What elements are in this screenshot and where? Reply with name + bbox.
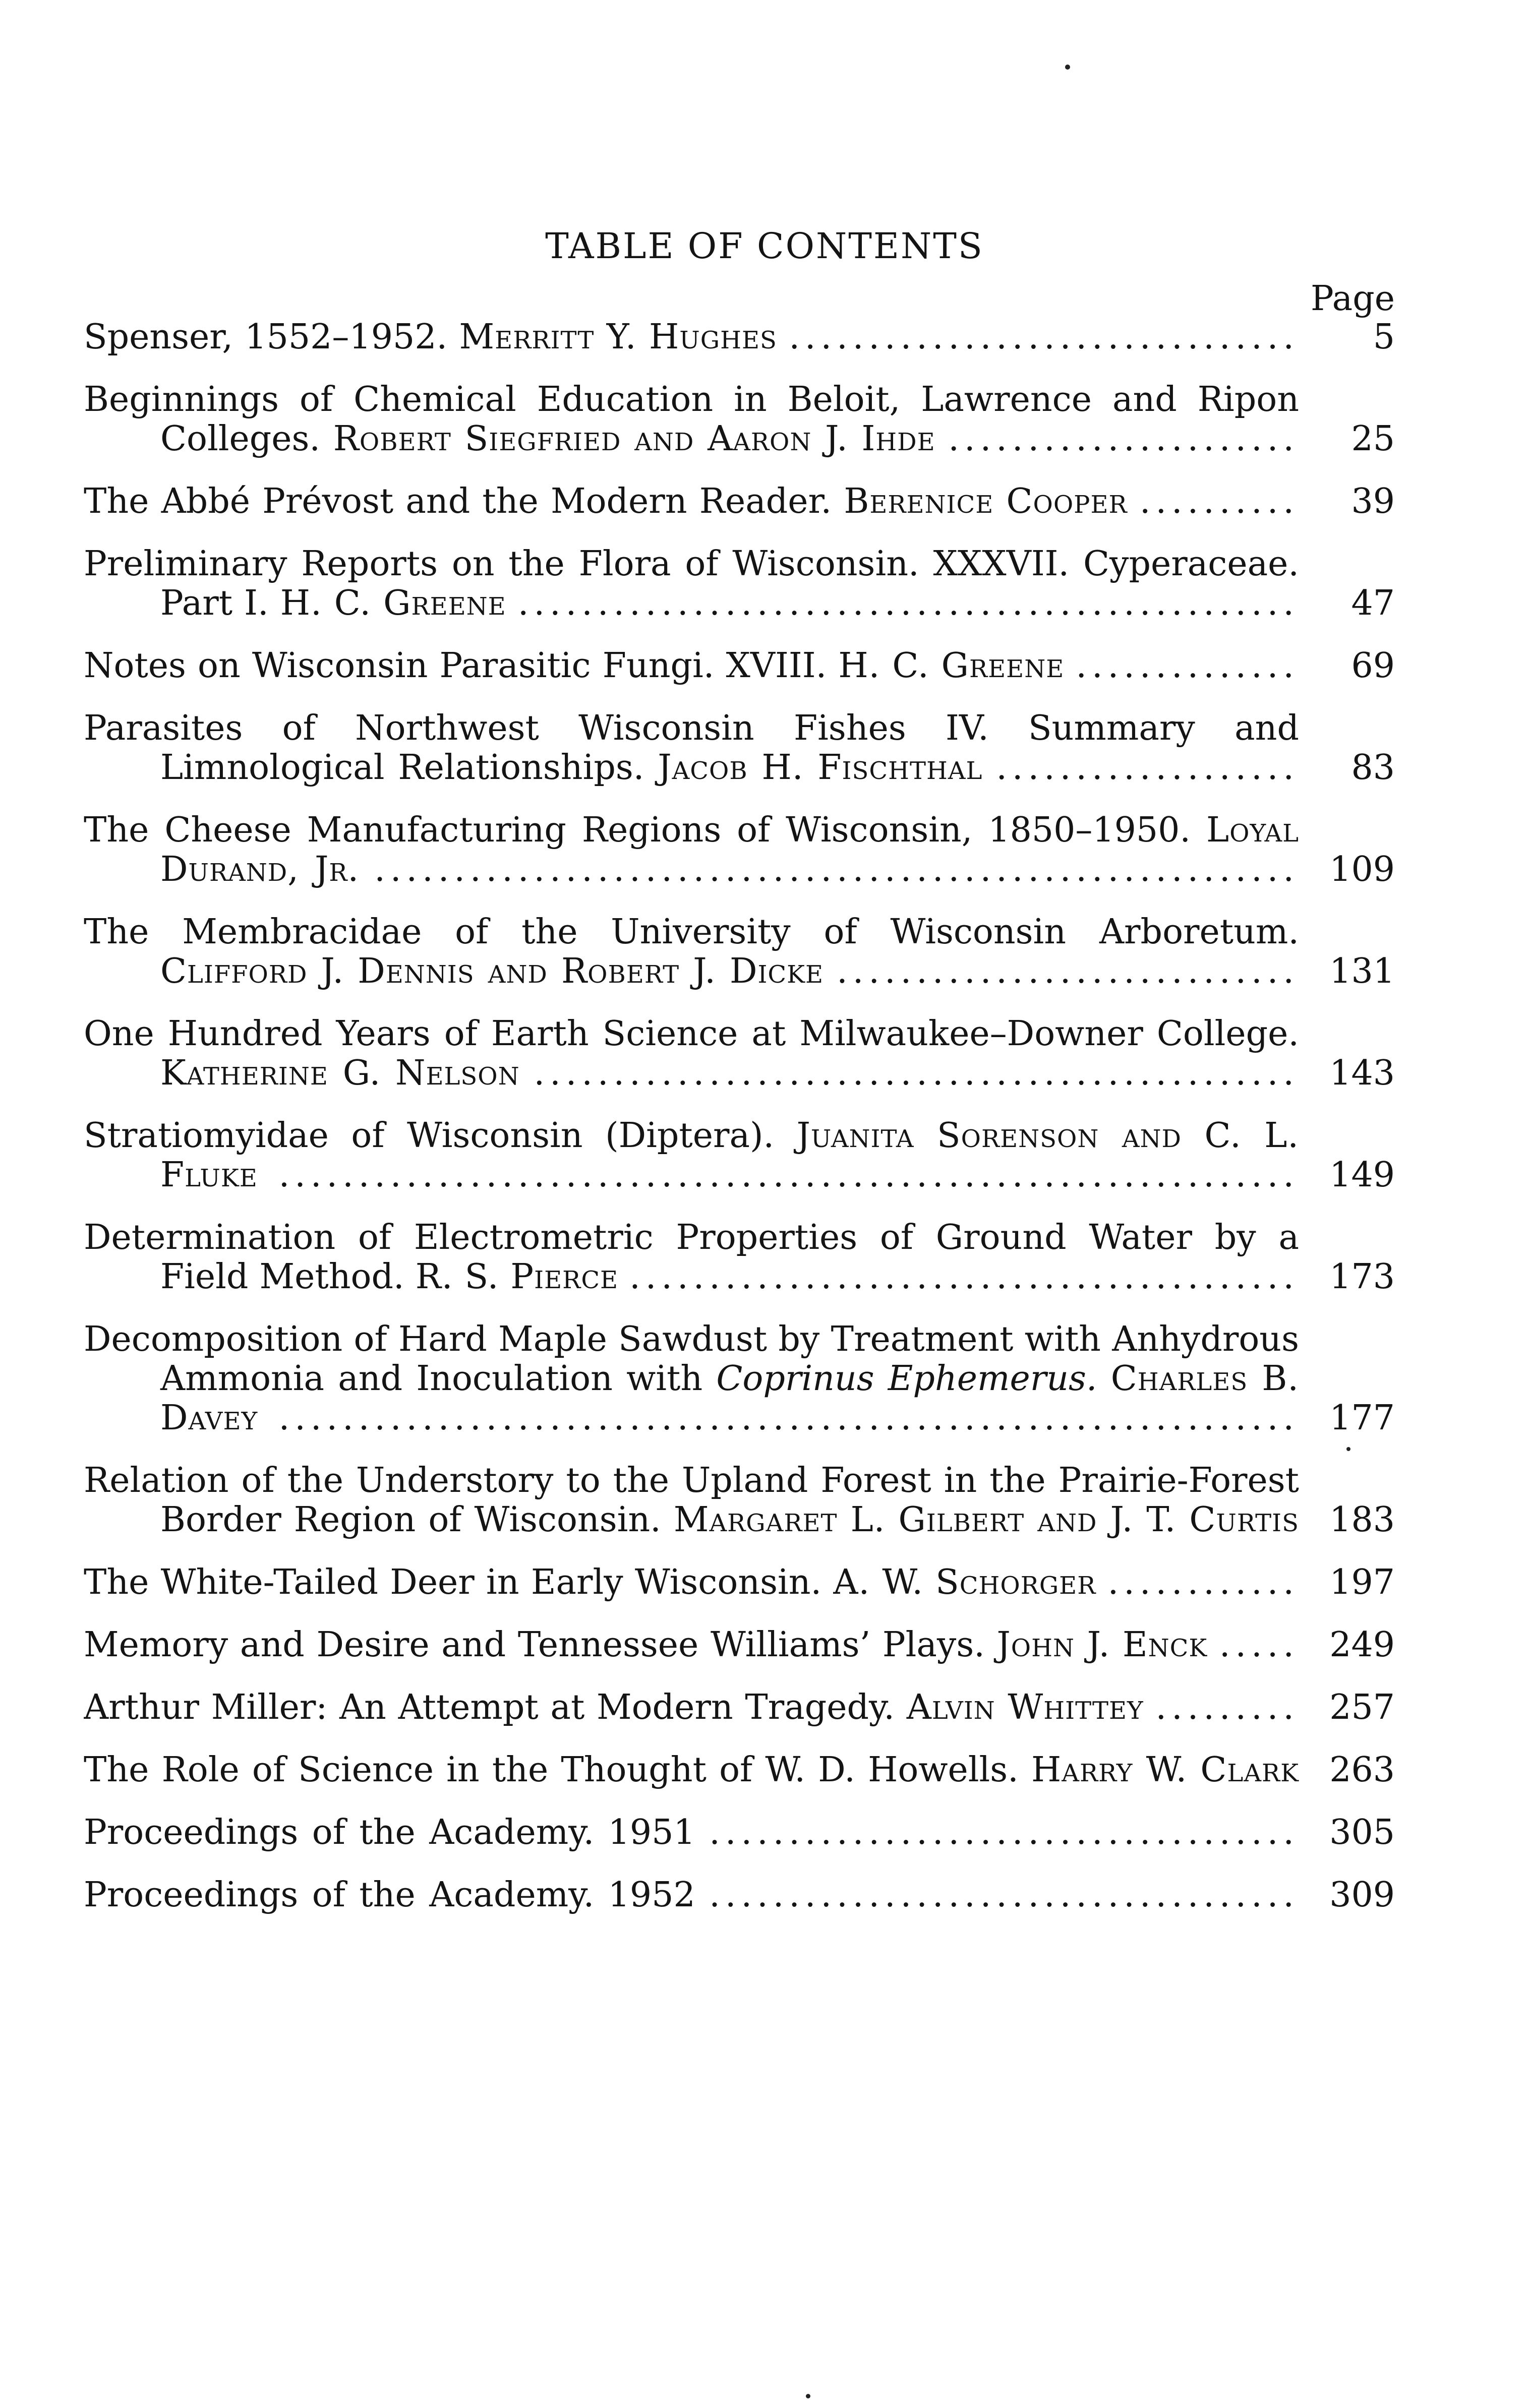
toc-entry <box>84 709 1395 788</box>
scan-speck <box>1346 1447 1350 1451</box>
toc-entry-author: Margaret L. Gilbert and J. T. Curtis <box>673 1500 1299 1540</box>
toc-entry-text <box>84 1014 1299 1093</box>
dot-leader: .......................................... <box>629 1257 1299 1297</box>
toc-entry-title: The Membracidae of the University of Wisconsin Arboretum. <box>84 913 1299 952</box>
toc-entry <box>84 646 1395 686</box>
page-column-label: Page <box>1310 279 1395 319</box>
toc-entry-title: Determination of Electrometric Properties of Ground Water by a Field Method. <box>84 1218 1299 1297</box>
toc-entry-title: The Abbé Prévost and the Modern Reader. <box>84 482 832 521</box>
dot-leader: ................................................................ <box>278 1398 1299 1438</box>
toc-entry <box>84 1876 1395 1915</box>
toc-entry-author: Berenice Cooper <box>844 482 1128 521</box>
toc-entry <box>84 1320 1395 1438</box>
toc-entry <box>84 1563 1395 1602</box>
toc-entry-author: Loyal Durand, Jr. <box>160 811 1299 889</box>
toc-entry-title: The Cheese Manufacturing Regions of Wisconsin, 1850–1950. <box>84 811 1191 850</box>
toc-entry-title: Stratiomyidae of Wisconsin (Diptera). <box>84 1116 775 1156</box>
toc-entry <box>84 318 1395 357</box>
toc-entry-page-number: 25 <box>1351 419 1395 459</box>
toc-entry-title: Proceedings of the Academy. 1951 <box>84 1813 695 1852</box>
toc-entry-author: Merritt Y. Hughes <box>459 318 777 357</box>
dot-leader: ................................ <box>789 318 1299 357</box>
toc-entry-title: The White-Tailed Deer in Early Wisconsin. <box>84 1563 822 1602</box>
toc-entry-text <box>84 1461 1299 1540</box>
dot-leader: ................................................ <box>534 1053 1299 1093</box>
toc-entry <box>84 1218 1395 1297</box>
toc-entry-author: H. C. Greene <box>280 583 506 623</box>
toc-entry <box>84 1688 1395 1727</box>
toc-entry-text <box>84 646 1299 686</box>
toc-entry-page-number: 149 <box>1329 1155 1395 1195</box>
toc-entry-page-number: 109 <box>1329 850 1395 889</box>
toc-entry-text <box>84 811 1299 889</box>
table-of-contents <box>84 318 1395 1915</box>
toc-entry-author: John J. Enck <box>996 1626 1208 1665</box>
toc-entry-page-number: 143 <box>1329 1053 1395 1093</box>
toc-entry-page-number: 197 <box>1329 1562 1395 1602</box>
toc-entry-text <box>84 1218 1299 1297</box>
toc-entry-author: Jacob H. Fischthal <box>658 748 983 788</box>
dot-leader: ...................... <box>948 419 1299 459</box>
toc-entry-text <box>84 482 1299 521</box>
toc-entry-text <box>84 1813 1299 1852</box>
toc-entry-page-number: 47 <box>1351 583 1395 623</box>
toc-entry-text <box>84 913 1299 991</box>
toc-entry-author: H. C. Greene <box>838 646 1065 686</box>
toc-entry-title: Proceedings of the Academy. 1952 <box>84 1876 695 1915</box>
toc-entry-title: Spenser, 1552–1952. <box>84 318 448 357</box>
toc-entry-title: The Role of Science in the Thought of W. D. Howells. <box>84 1751 1019 1790</box>
toc-entry-author: Harry W. Clark <box>1031 1751 1299 1790</box>
toc-entry-text <box>84 1688 1299 1727</box>
toc-entry <box>84 545 1395 623</box>
toc-entry <box>84 913 1395 991</box>
toc-entry-text <box>84 380 1299 459</box>
toc-entry-author: Katherine G. Nelson <box>160 1053 520 1093</box>
dot-leader: .......... <box>1139 482 1299 521</box>
toc-entry-text <box>84 318 1299 357</box>
dot-leader: ................... <box>996 748 1299 788</box>
toc-entry <box>84 1626 1395 1665</box>
toc-entry-page-number: 69 <box>1351 646 1395 686</box>
toc-entry-page-number: 249 <box>1329 1625 1395 1665</box>
toc-entry-title: Beginnings of Chemical Education in Beloit, Lawrence and Ripon Colleges. <box>84 380 1299 459</box>
toc-entry-page-number: 83 <box>1351 748 1395 788</box>
scan-speck <box>1065 65 1070 70</box>
toc-entry <box>84 1751 1395 1790</box>
toc-entry-title-italic: Coprinus Ephemerus. <box>716 1359 1097 1399</box>
toc-entry <box>84 811 1395 889</box>
toc-entry <box>84 1461 1395 1540</box>
toc-entry-page-number: 173 <box>1329 1257 1395 1297</box>
dot-leader: ..................................... <box>709 1813 1299 1852</box>
dot-leader: ............ <box>1107 1563 1299 1602</box>
toc-entry-title: Arthur Miller: An Attempt at Modern Tragedy. <box>84 1688 895 1727</box>
toc-entry-title: Preliminary Reports on the Flora of Wisconsin. XXXVII. Cyperaceae. Part I. <box>84 545 1299 623</box>
dot-leader: .............. <box>1076 646 1299 686</box>
toc-entry-author: Robert Siegfried and Aaron J. Ihde <box>333 419 935 459</box>
dot-leader: ................................................................ <box>278 1155 1299 1195</box>
toc-entry-page-number: 309 <box>1329 1875 1395 1915</box>
toc-entry-page-number: 5 <box>1373 317 1395 357</box>
toc-entry-title: Relation of the Understory to the Upland Forest in the Prairie-Forest Border Region of Wisconsin. <box>84 1461 1299 1540</box>
toc-entry-author: R. S. Pierce <box>415 1257 619 1297</box>
toc-entry-text <box>84 1563 1299 1602</box>
dot-leader: ..................................... <box>709 1876 1299 1915</box>
toc-entry-title: Parasites of Northwest Wisconsin Fishes IV. Summary and Limnological Relationships. <box>84 709 1299 788</box>
toc-entry-text <box>84 1876 1299 1915</box>
toc-entry <box>84 1813 1395 1852</box>
toc-entry-author: Alvin Whittey <box>906 1688 1144 1727</box>
toc-entry-text <box>84 545 1299 623</box>
toc-entry-text <box>84 709 1299 788</box>
toc-entry-page-number: 305 <box>1329 1813 1395 1852</box>
toc-entry-page-number: 177 <box>1329 1398 1395 1438</box>
dot-leader: .......................................................... <box>374 850 1299 889</box>
toc-entry-page-number: 263 <box>1329 1750 1395 1790</box>
toc-entry-title: Decomposition of Hard Maple Sawdust by Treatment with Anhydrous Ammonia and Inoculation with <box>84 1320 1299 1399</box>
toc-entry <box>84 1014 1395 1093</box>
toc-entry-text <box>84 1626 1299 1665</box>
toc-entry-page-number: 183 <box>1329 1500 1395 1540</box>
toc-entry <box>84 380 1395 459</box>
toc-entry-author: Charles B. Davey <box>160 1359 1299 1438</box>
toc-entry-title: One Hundred Years of Earth Science at Milwaukee–Downer College. <box>84 1014 1299 1054</box>
toc-entry-page-number: 257 <box>1329 1688 1395 1727</box>
page-title: TABLE OF CONTENTS <box>545 225 984 267</box>
scan-speck <box>806 2394 810 2398</box>
dot-leader: ............................. <box>837 951 1299 991</box>
toc-entry-text <box>84 1320 1299 1438</box>
toc-entry-page-number: 131 <box>1329 951 1395 991</box>
dot-leader: ................................................. <box>517 583 1299 623</box>
toc-entry-title: Memory and Desire and Tennessee Williams’ Plays. <box>84 1626 985 1665</box>
toc-entry-author: A. W. Schorger <box>833 1563 1096 1602</box>
toc-entry-author: Juanita Sorenson and C. L. Fluke <box>160 1116 1299 1195</box>
toc-entry-title: Notes on Wisconsin Parasitic Fungi. XVIII. <box>84 646 827 686</box>
toc-entry-text <box>84 1116 1299 1195</box>
dot-leader: ......... <box>1155 1688 1299 1727</box>
dot-leader: ..... <box>1219 1626 1299 1665</box>
toc-entry-author: Clifford J. Dennis and Robert J. Dicke <box>160 951 824 991</box>
toc-entry <box>84 1116 1395 1195</box>
toc-entry-page-number: 39 <box>1351 481 1395 521</box>
toc-entry <box>84 482 1395 521</box>
toc-entry-text <box>84 1751 1299 1790</box>
